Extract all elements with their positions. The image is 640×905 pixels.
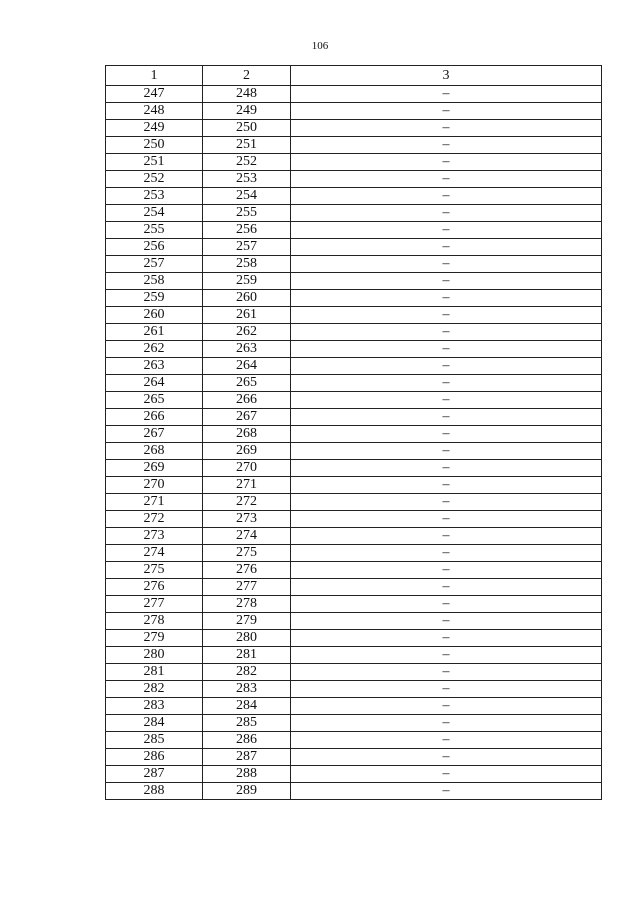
table-cell-col-1: 250	[106, 137, 203, 154]
table-cell-col-2: 249	[203, 103, 291, 120]
table-row	[106, 307, 602, 324]
table-cell-col-1: 256	[106, 239, 203, 256]
table-cell-col-2: 252	[203, 154, 291, 171]
table-cell-col-1: 260	[106, 307, 203, 324]
table-row	[106, 426, 602, 443]
table-cell-col-1: 265	[106, 392, 203, 409]
data-table	[105, 65, 602, 800]
table-header	[106, 66, 602, 86]
table-row	[106, 511, 602, 528]
table-cell-col-1: 247	[106, 86, 203, 103]
table-cell-col-3: –	[291, 698, 602, 715]
table-row	[106, 749, 602, 766]
table-row	[106, 698, 602, 715]
table-row	[106, 409, 602, 426]
table-cell-col-1: 288	[106, 783, 203, 800]
table-row	[106, 188, 602, 205]
table-cell-col-3: –	[291, 681, 602, 698]
table-cell-col-3: –	[291, 766, 602, 783]
column-header-1: 1	[106, 66, 203, 86]
table-cell-col-3: –	[291, 375, 602, 392]
table-cell-col-3: –	[291, 443, 602, 460]
table-cell-col-2: 269	[203, 443, 291, 460]
table-cell-col-2: 276	[203, 562, 291, 579]
table-row	[106, 647, 602, 664]
table-cell-col-3: –	[291, 460, 602, 477]
table-cell-col-1: 267	[106, 426, 203, 443]
table-cell-col-1: 278	[106, 613, 203, 630]
table-row	[106, 732, 602, 749]
table-cell-col-3: –	[291, 613, 602, 630]
table-row	[106, 375, 602, 392]
table-cell-col-2: 256	[203, 222, 291, 239]
table-cell-col-2: 282	[203, 664, 291, 681]
table-cell-col-2: 284	[203, 698, 291, 715]
table-cell-col-3: –	[291, 205, 602, 222]
table-cell-col-2: 271	[203, 477, 291, 494]
table-cell-col-1: 282	[106, 681, 203, 698]
table-row	[106, 222, 602, 239]
table-cell-col-1: 268	[106, 443, 203, 460]
table-row	[106, 341, 602, 358]
table-cell-col-2: 287	[203, 749, 291, 766]
table-cell-col-3: –	[291, 647, 602, 664]
table-row	[106, 596, 602, 613]
header-row	[106, 66, 602, 86]
table-row	[106, 630, 602, 647]
table-cell-col-3: –	[291, 324, 602, 341]
table-cell-col-2: 258	[203, 256, 291, 273]
table-row	[106, 154, 602, 171]
table-cell-col-1: 281	[106, 664, 203, 681]
table-cell-col-2: 259	[203, 273, 291, 290]
table-cell-col-3: –	[291, 579, 602, 596]
table-cell-col-3: –	[291, 630, 602, 647]
table-row	[106, 103, 602, 120]
table-cell-col-3: –	[291, 256, 602, 273]
table-cell-col-2: 255	[203, 205, 291, 222]
table-cell-col-2: 274	[203, 528, 291, 545]
table-cell-col-3: –	[291, 545, 602, 562]
table-cell-col-2: 257	[203, 239, 291, 256]
table-row	[106, 290, 602, 307]
table-cell-col-2: 270	[203, 460, 291, 477]
table-row	[106, 477, 602, 494]
table-cell-col-3: –	[291, 341, 602, 358]
table-cell-col-3: –	[291, 290, 602, 307]
table-cell-col-3: –	[291, 86, 602, 103]
table-cell-col-3: –	[291, 103, 602, 120]
table-cell-col-1: 284	[106, 715, 203, 732]
table-cell-col-2: 288	[203, 766, 291, 783]
table-row	[106, 766, 602, 783]
table-cell-col-2: 263	[203, 341, 291, 358]
table-cell-col-1: 274	[106, 545, 203, 562]
table-row	[106, 562, 602, 579]
table-row	[106, 273, 602, 290]
table-cell-col-3: –	[291, 715, 602, 732]
table-row	[106, 664, 602, 681]
table-cell-col-2: 278	[203, 596, 291, 613]
table-cell-col-2: 262	[203, 324, 291, 341]
table-cell-col-2: 280	[203, 630, 291, 647]
table-cell-col-1: 261	[106, 324, 203, 341]
table-cell-col-2: 268	[203, 426, 291, 443]
table-body	[106, 86, 602, 800]
table-cell-col-3: –	[291, 749, 602, 766]
table-cell-col-3: –	[291, 222, 602, 239]
table-cell-col-2: 272	[203, 494, 291, 511]
table-row	[106, 494, 602, 511]
table-cell-col-1: 266	[106, 409, 203, 426]
table-cell-col-3: –	[291, 137, 602, 154]
table-row	[106, 613, 602, 630]
table-cell-col-3: –	[291, 426, 602, 443]
table-cell-col-3: –	[291, 307, 602, 324]
table-cell-col-1: 273	[106, 528, 203, 545]
table-cell-col-2: 260	[203, 290, 291, 307]
table-row	[106, 460, 602, 477]
table-cell-col-3: –	[291, 664, 602, 681]
table-row	[106, 715, 602, 732]
table-cell-col-2: 275	[203, 545, 291, 562]
table-cell-col-1: 276	[106, 579, 203, 596]
table-row	[106, 256, 602, 273]
table-cell-col-3: –	[291, 358, 602, 375]
table-cell-col-2: 261	[203, 307, 291, 324]
table-cell-col-1: 254	[106, 205, 203, 222]
table-cell-col-3: –	[291, 528, 602, 545]
column-header-3: 3	[291, 66, 602, 86]
table-cell-col-1: 269	[106, 460, 203, 477]
table-row	[106, 358, 602, 375]
table-row	[106, 681, 602, 698]
table-cell-col-1: 270	[106, 477, 203, 494]
table-cell-col-3: –	[291, 154, 602, 171]
table-cell-col-1: 280	[106, 647, 203, 664]
table-cell-col-1: 262	[106, 341, 203, 358]
table-cell-col-3: –	[291, 511, 602, 528]
table-cell-col-1: 277	[106, 596, 203, 613]
table-row	[106, 783, 602, 800]
table-cell-col-2: 250	[203, 120, 291, 137]
table-cell-col-1: 251	[106, 154, 203, 171]
table-cell-col-2: 264	[203, 358, 291, 375]
table-cell-col-1: 249	[106, 120, 203, 137]
table-cell-col-3: –	[291, 239, 602, 256]
table-cell-col-2: 277	[203, 579, 291, 596]
table-cell-col-1: 248	[106, 103, 203, 120]
table-cell-col-1: 263	[106, 358, 203, 375]
table-cell-col-2: 286	[203, 732, 291, 749]
table-row	[106, 86, 602, 103]
column-header-2: 2	[203, 66, 291, 86]
table-row	[106, 120, 602, 137]
table-row	[106, 324, 602, 341]
table-cell-col-3: –	[291, 188, 602, 205]
table-cell-col-2: 266	[203, 392, 291, 409]
table-cell-col-3: –	[291, 477, 602, 494]
table-cell-col-3: –	[291, 783, 602, 800]
table-cell-col-3: –	[291, 494, 602, 511]
table-cell-col-1: 252	[106, 171, 203, 188]
table-cell-col-3: –	[291, 562, 602, 579]
page-number: 106	[311, 40, 329, 52]
table-cell-col-2: 279	[203, 613, 291, 630]
table-row	[106, 239, 602, 256]
table-cell-col-3: –	[291, 392, 602, 409]
table-cell-col-1: 287	[106, 766, 203, 783]
table-cell-col-2: 265	[203, 375, 291, 392]
table-row	[106, 443, 602, 460]
table-cell-col-2: 281	[203, 647, 291, 664]
table-cell-col-1: 275	[106, 562, 203, 579]
table-cell-col-1: 264	[106, 375, 203, 392]
table-cell-col-2: 273	[203, 511, 291, 528]
table-cell-col-1: 285	[106, 732, 203, 749]
table-cell-col-3: –	[291, 120, 602, 137]
table-cell-col-1: 271	[106, 494, 203, 511]
table-cell-col-2: 253	[203, 171, 291, 188]
table-cell-col-1: 255	[106, 222, 203, 239]
table-cell-col-1: 272	[106, 511, 203, 528]
table-cell-col-3: –	[291, 596, 602, 613]
table-cell-col-1: 259	[106, 290, 203, 307]
table-cell-col-2: 285	[203, 715, 291, 732]
table-cell-col-3: –	[291, 273, 602, 290]
table-row	[106, 392, 602, 409]
table-row	[106, 579, 602, 596]
table-cell-col-2: 283	[203, 681, 291, 698]
table-cell-col-2: 251	[203, 137, 291, 154]
table-cell-col-3: –	[291, 409, 602, 426]
table-cell-col-3: –	[291, 171, 602, 188]
table-cell-col-1: 253	[106, 188, 203, 205]
table-row	[106, 205, 602, 222]
table-cell-col-2: 248	[203, 86, 291, 103]
table-row	[106, 528, 602, 545]
table-cell-col-1: 257	[106, 256, 203, 273]
table-row	[106, 137, 602, 154]
table-row	[106, 545, 602, 562]
table-cell-col-2: 289	[203, 783, 291, 800]
table-row	[106, 171, 602, 188]
table-cell-col-2: 267	[203, 409, 291, 426]
table-cell-col-1: 286	[106, 749, 203, 766]
table-cell-col-3: –	[291, 732, 602, 749]
table-cell-col-1: 258	[106, 273, 203, 290]
table-cell-col-1: 283	[106, 698, 203, 715]
table-cell-col-1: 279	[106, 630, 203, 647]
table-cell-col-2: 254	[203, 188, 291, 205]
